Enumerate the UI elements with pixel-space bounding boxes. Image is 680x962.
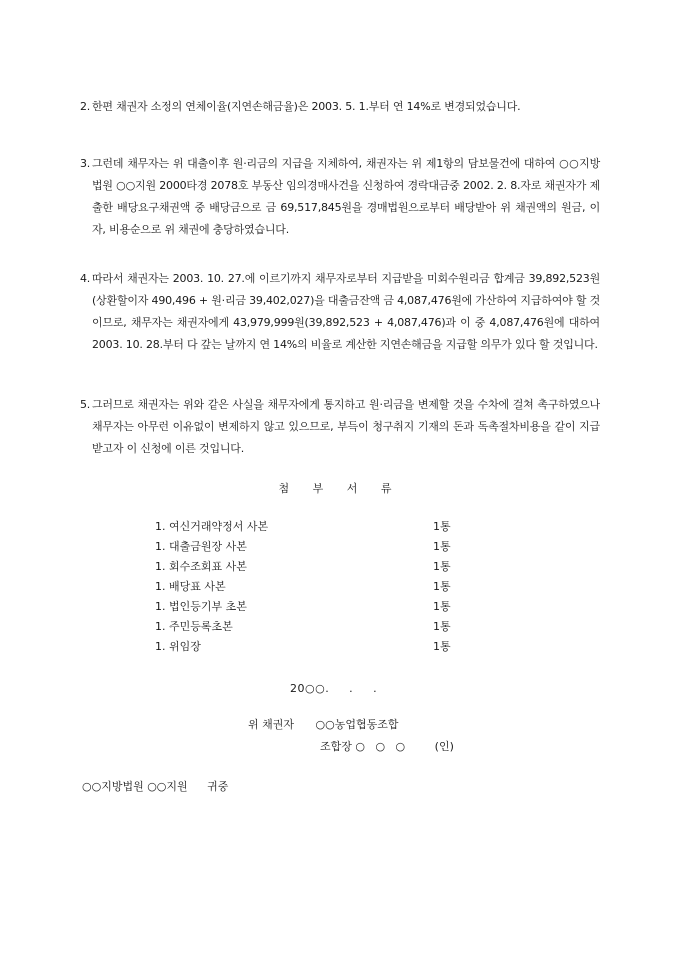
paragraph-number: 3. (80, 157, 91, 170)
representative-line (320, 738, 454, 754)
paragraph-number: 4. (80, 272, 91, 285)
attachment-item (155, 638, 465, 658)
attachment-qty: 1통 (433, 620, 451, 633)
attachment-name: 1. 법인등기부 초본 (155, 600, 247, 613)
court-name: ○○지방법원 ○○지원 (82, 780, 188, 793)
attachment-qty: 1통 (433, 600, 451, 613)
attachment-name: 1. 배당표 사본 (155, 580, 226, 593)
representative-name: 조합장 ○ ○ ○ (320, 740, 406, 753)
creditor-label: 위 채권자 (248, 718, 295, 731)
attachment-qty: 1통 (433, 580, 451, 593)
court-suffix: 귀중 (207, 780, 229, 793)
attachment-name: 1. 여신거래약정서 사본 (155, 520, 269, 533)
attachment-qty: 1통 (433, 560, 451, 573)
attachment-name: 1. 주민등록초본 (155, 620, 233, 633)
attachment-name: 1. 회수조회표 사본 (155, 560, 247, 573)
attachment-item (155, 578, 465, 598)
creditor-line (248, 716, 398, 732)
attachment-name: 1. 대출금원장 사본 (155, 540, 247, 553)
attachments-title: 첨 부 서 류 (278, 482, 402, 495)
attachment-item (155, 618, 465, 638)
attachment-item (155, 558, 465, 578)
court-addressee (82, 778, 228, 794)
attachment-qty: 1통 (433, 640, 451, 653)
attachment-item (155, 598, 465, 618)
attachment-qty: 1통 (433, 540, 451, 553)
paragraph-text: 한편 채권자 소정의 연체이율(지연손해금율)은 2003. 5. 1.부터 연 14%로 변경되었습니다. (92, 100, 521, 113)
filing-date: 20○○. . . (290, 682, 378, 695)
attachment-qty: 1통 (433, 520, 451, 533)
paragraph-text: 따라서 채권자는 2003. 10. 27.에 이르기까지 채무자로부터 지급받을 미회수원리금 합계금 39,892,523원(상환할이자 490,496 + 원·리금 39,402,027)을 대출금잔액 금 4,087,476원에 가산하여 지급하여야 할 것이므로, 채무자는 채권자에게 43,979,999원(39,892,523 + 4,087,476)과 이 중 4,087,476원에 대하여 2003. 10. 28.부터 다 갚는 날까지 연 14%의 비율로 계산한 지연손해금을 지급할 의무가 있다 할 것입니다. (92, 272, 600, 351)
attachment-item (155, 538, 465, 558)
attachment-name: 1. 위임장 (155, 640, 201, 653)
paragraph-number: 5. (80, 398, 91, 411)
seal-mark: (인) (434, 740, 454, 753)
paragraph-2 (80, 96, 600, 118)
paragraph-5 (80, 394, 600, 460)
paragraph-number: 2. (80, 100, 91, 113)
paragraph-3 (80, 153, 600, 241)
paragraph-4 (80, 268, 600, 356)
attachment-item (155, 518, 465, 538)
creditor-name: ○○농업협동조합 (315, 718, 399, 731)
paragraph-text: 그러므로 채권자는 위와 같은 사실을 채무자에게 통지하고 원·리금을 변제할 것을 수차에 걸쳐 촉구하였으나 채무자는 아무런 이유없이 변제하지 않고 있으므로, 부득이 청구취지 기재의 돈과 독촉절차비용을 같이 지급받고자 이 신청에 이른 것입니다. (92, 398, 600, 455)
paragraph-text: 그런데 채무자는 위 대출이후 원·리금의 지급을 지체하여, 채권자는 위 제1항의 담보물건에 대하여 ○○지방법원 ○○지원 2000타경 2078호 부동산 임의경매사건을 신청하여 경락대금중 2002. 2. 8.자로 채권자가 제출한 배당요구채권액 중 배당금으로 금 69,517,845원을 경매법원으로부터 배당받아 위 채권액의 원금, 이자, 비용순으로 위 채권에 충당하였습니다. (92, 157, 600, 236)
